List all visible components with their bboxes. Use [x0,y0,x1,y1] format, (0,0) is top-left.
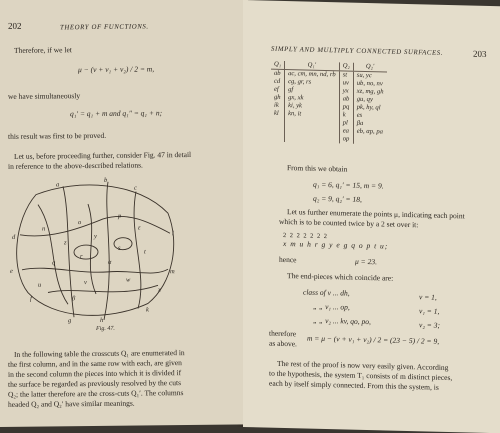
left-page [0,0,248,427]
as-above-label: as above. [269,338,297,349]
table-header-q2-prime: Q₂′ [353,63,386,72]
table-cell: es [356,111,363,119]
svg-text:u: u [38,281,42,289]
table-column-q2 [339,71,353,144]
table-cell: cg, gr, rs [288,78,312,86]
table-column-q2-prime [353,71,386,144]
svg-text:c: c [134,184,137,192]
right-equation-1: q₁ = 6, q₁′ = 15, m = 9. [313,179,384,191]
svg-text:v: v [84,279,87,287]
left-page-number: 202 [8,20,22,31]
svg-text:q: q [52,259,56,267]
svg-text:r: r [80,253,83,261]
table-cell: kn, it [288,110,302,118]
svg-text:a: a [56,181,60,189]
right-bottom-line-3: each by itself simply connected. From this the system, is [269,378,439,392]
table-cell: gx, xk [288,94,304,102]
right-bottom-line-1: The rest of the proof is now very easily given. According [277,358,449,373]
table-cell: pl [342,119,348,127]
svg-text:l: l [172,230,174,238]
figure-caption: Fig. 47. [96,325,115,332]
svg-text:e: e [10,267,13,275]
right-paragraph-2b: which is to be counted twice by a 2 set over it: [279,216,419,230]
svg-text:t: t [144,248,146,256]
left-bottom-line-2: the first column, and in the same row with each, are given [8,358,182,369]
hence-label: hence [279,254,297,265]
svg-text:d: d [12,233,16,241]
svg-text:y: y [94,232,97,241]
table-cell: gf [288,86,294,94]
left-paragraph-4b: in reference to the above-described relations. [8,160,143,171]
figure-47 [8,173,178,325]
table-cell: ef [274,85,279,93]
left-bottom-line-5: Q₂; the latter therefore are the cross-cuts Q₁′. The columns [8,388,184,399]
svg-text:β: β [72,295,76,303]
class-nu-line: class of ν ... dh, [303,287,350,298]
right-running-head: SIMPLY AND MULTIPLY CONNECTED SURFACES. [271,45,444,57]
left-bottom-line-6: headed Q₂ and Q₂′ have similar meanings. [8,398,135,409]
right-paragraph-2a: Let us further enumerate the points μ, indicating each point [287,207,465,221]
right-page [243,0,500,433]
mu-equation: μ = 23. [355,256,377,267]
svg-text:o: o [78,219,82,227]
table-header-q2: Q₂ [339,62,353,71]
table-cell: kl [274,109,279,117]
right-equation-2: q₂ = 9, q₂′ = 18, [313,193,362,204]
svg-text:g: g [68,317,72,325]
right-paragraph-3: The end-pieces which coincide are: [287,271,394,283]
svg-text:α: α [108,258,112,266]
class-nu2-value: ν₂ = 3; [419,320,440,330]
table-header-q1: Q₁ [271,61,285,70]
class-nu1-line: „ „ ν₁ ... op, [313,301,350,312]
left-paragraph-4a: Let us, before proceeding further, consider Fig. 47 in detail [14,149,192,161]
crosscut-table [271,61,387,145]
left-paragraph-3: this result was first to be proved. [8,130,107,141]
class-nu1-value: ν₁ = 1, [419,306,440,316]
left-paragraph-1: Therefore, if we let [14,45,72,55]
table-cell: pk, hy, ql [356,103,381,112]
therefore-label: therefore [269,328,297,339]
svg-text:ε: ε [138,224,141,232]
svg-text:m: m [170,268,175,276]
table-cell: cd [274,77,281,85]
table-cell: st [342,71,348,79]
left-equation-1: μ − (ν + ν₁ + ν₂) / 2 = m, [78,64,155,75]
m-equation: m = μ − (ν + ν₁ + ν₂) / 2 = (23 − 5) / 2 = 9, [307,333,440,346]
svg-text:s: s [118,244,121,252]
class-nu-value: ν = 1, [419,292,437,302]
svg-text:k: k [146,306,149,314]
svg-text:b: b [104,176,108,184]
table-cell: gu, qy [356,95,373,104]
svg-text:p: p [118,212,122,220]
left-bottom-line-1: In the following table the crosscuts Q₁ are enumerated in [14,348,185,359]
table-cell: yx [342,87,349,95]
left-bottom-line-3: in the second column the pieces into which it is divided if [8,368,182,379]
table-cell: βa [356,119,364,127]
svg-text:n: n [42,225,46,233]
right-bottom-line-2: to the hypothesis, the system T₁ consists of m distinct pieces, [269,368,453,383]
svg-text:h: h [100,316,104,324]
table-cell: ab [274,69,281,77]
table-cell: eb, αp, pa [356,127,383,136]
table-cell: ea [342,127,349,135]
right-paragraph-1: From this we obtain [287,163,348,174]
table-cell: k [342,111,346,119]
table-cell: op [342,135,350,143]
table-cell: ub, no, nv [356,79,383,88]
table-cell: pq [342,103,350,111]
class-nu2-line: „ „ ν₂ ... kv, qo, po, [313,315,371,327]
svg-text:x: x [158,286,161,294]
left-paragraph-2: we have simultaneously [8,91,81,101]
points-multiplicity: 2 2 2 2 2 2 2 [283,231,328,241]
table-header-q1-prime: Q₁′ [285,61,340,71]
table-column-q1 [271,69,285,142]
table-cell: su, yc [356,71,372,80]
table-column-q1-prime [285,70,340,144]
table-cell: ab [342,95,350,103]
svg-text:z: z [63,239,67,247]
table-cell: ik [274,101,279,109]
svg-text:f: f [30,295,32,303]
table-cell: uv [342,79,349,87]
left-bottom-line-4: the surface be regarded as previously resolved by the cuts [8,378,182,389]
table-cell: ki, yk [288,102,302,110]
right-page-number: 203 [473,48,487,59]
left-equation-2: q₁′ = q₁ + m and q₁″ = q₁ + n; [70,108,163,119]
table-cell: gh [274,93,281,101]
points-list: x m u h r g y e g q o p t u; [283,238,389,251]
table-cell: ac, cm, mn, nd, rb [288,70,336,79]
table-cell: xz, mg, gh [356,87,384,96]
left-running-head: THEORY OF FUNCTIONS. [60,23,149,32]
svg-text:w: w [126,276,131,284]
